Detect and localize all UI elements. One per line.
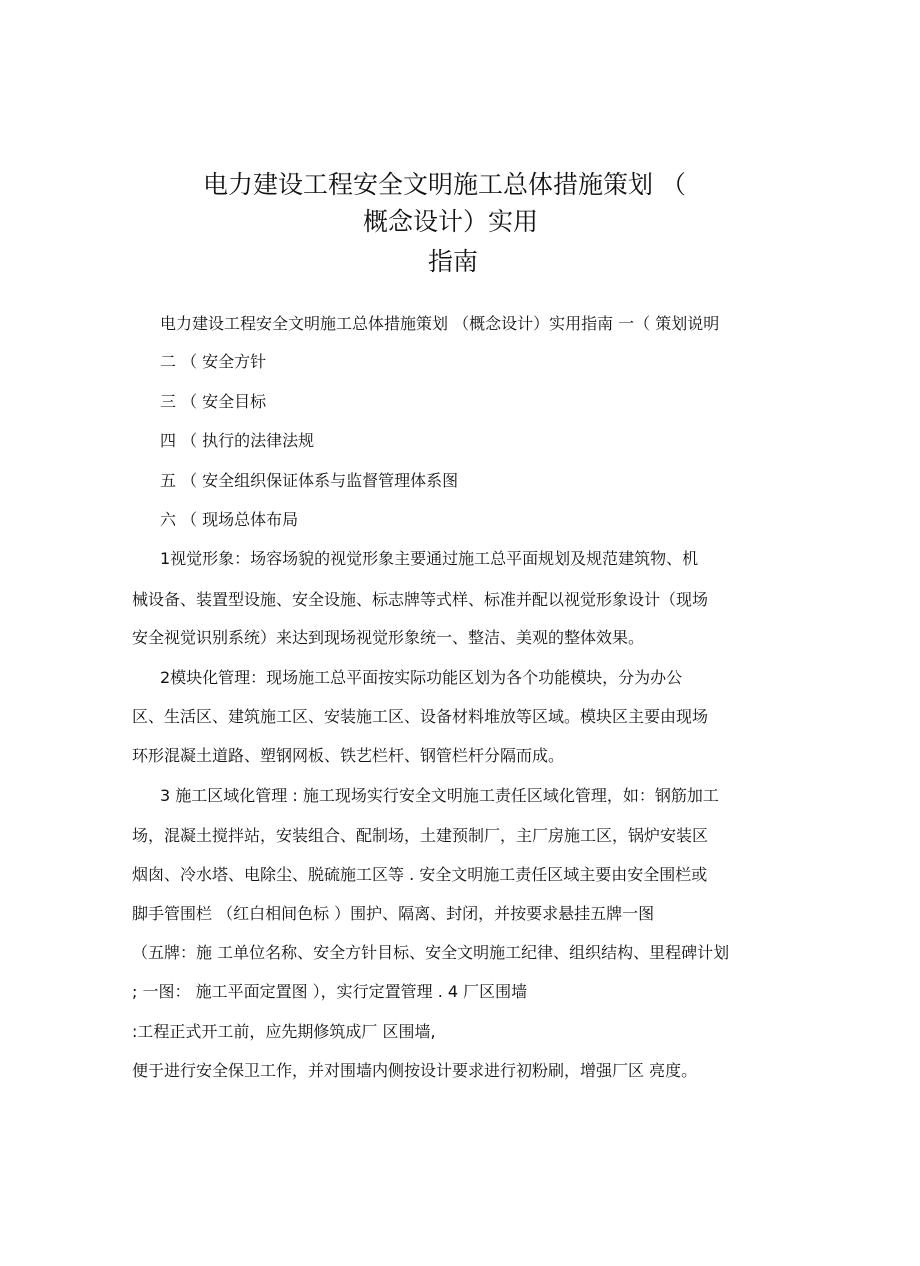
paragraph-line: ; 一图： 施工平面定置图 ），实行定置管理 . 4 厂区围墙: [132, 982, 528, 1001]
document-title-line-3: 指南: [428, 247, 479, 276]
section-heading-2: 二 （ 安全方针: [160, 352, 267, 371]
paragraph-line: 便于进行安全保卫工作，并对围墙内侧按设计要求进行初粉刷，增强厂区 亮度。: [132, 1061, 698, 1080]
intro-line: 电力建设工程安全文明施工总体措施策划 （概念设计）实用指南 一（ 策划说明: [160, 314, 720, 333]
paragraph-line: 烟囱、冷水塔、电除尘、脱硫施工区等 . 安全文明施工责任区域主要由安全围栏或: [132, 865, 708, 884]
paragraph-line: 环形混凝土道路、塑钢网板、铁艺栏杆、钢管栏杆分隔而成。: [132, 746, 565, 765]
paragraph-line: 区、生活区、建筑施工区、安装施工区、设备材料堆放等区域。模块区主要由现场: [132, 707, 709, 726]
paragraph-line: 3 施工区域化管理 : 施工现场实行安全文明施工责任区域化管理，如：钢筋加工: [160, 786, 719, 805]
paragraph-line: :工程正式开工前，应先期修筑成厂 区围墙,: [132, 1022, 436, 1041]
document-title-line-2: 概念设计）实用: [363, 207, 539, 236]
paragraph-line: 场，混凝土搅拌站，安装组合、配制场，土建预制厂，主厂房施工区，锅炉安装区: [132, 826, 709, 845]
paragraph-line: 械设备、装置型设施、安全设施、标志牌等式样、标准并配以视觉形象设计（现场: [132, 590, 709, 609]
paragraph-line: 2模块化管理：现场施工总平面按实际功能区划为各个功能模块，分为办公: [160, 668, 683, 687]
section-heading-4: 四 （ 执行的法律法规: [160, 431, 315, 450]
paragraph-line: 脚手管围栏 （红白相间色标 ）围护、隔离、封闭，并按要求悬挂五牌一图: [132, 904, 655, 923]
section-heading-5: 五 （ 安全组织保证体系与监督管理体系图: [160, 471, 459, 490]
section-heading-3: 三 （ 安全目标: [160, 392, 267, 411]
document-title-line-1: 电力建设工程安全文明施工总体措施策划 （: [203, 170, 686, 199]
paragraph-line: 1视觉形象：场容场貌的视觉形象主要通过施工总平面规划及规范建筑物、机: [160, 549, 699, 568]
section-heading-6: 六 （ 现场总体布局: [160, 510, 299, 529]
paragraph-line: 安全视觉识别系统）来达到现场视觉形象统一、整洁、美观的整体效果。: [132, 628, 645, 647]
paragraph-line: （五牌：施 工单位名称、安全方针目标、安全文明施工纪律、组织结构、里程碑计划: [132, 943, 730, 962]
